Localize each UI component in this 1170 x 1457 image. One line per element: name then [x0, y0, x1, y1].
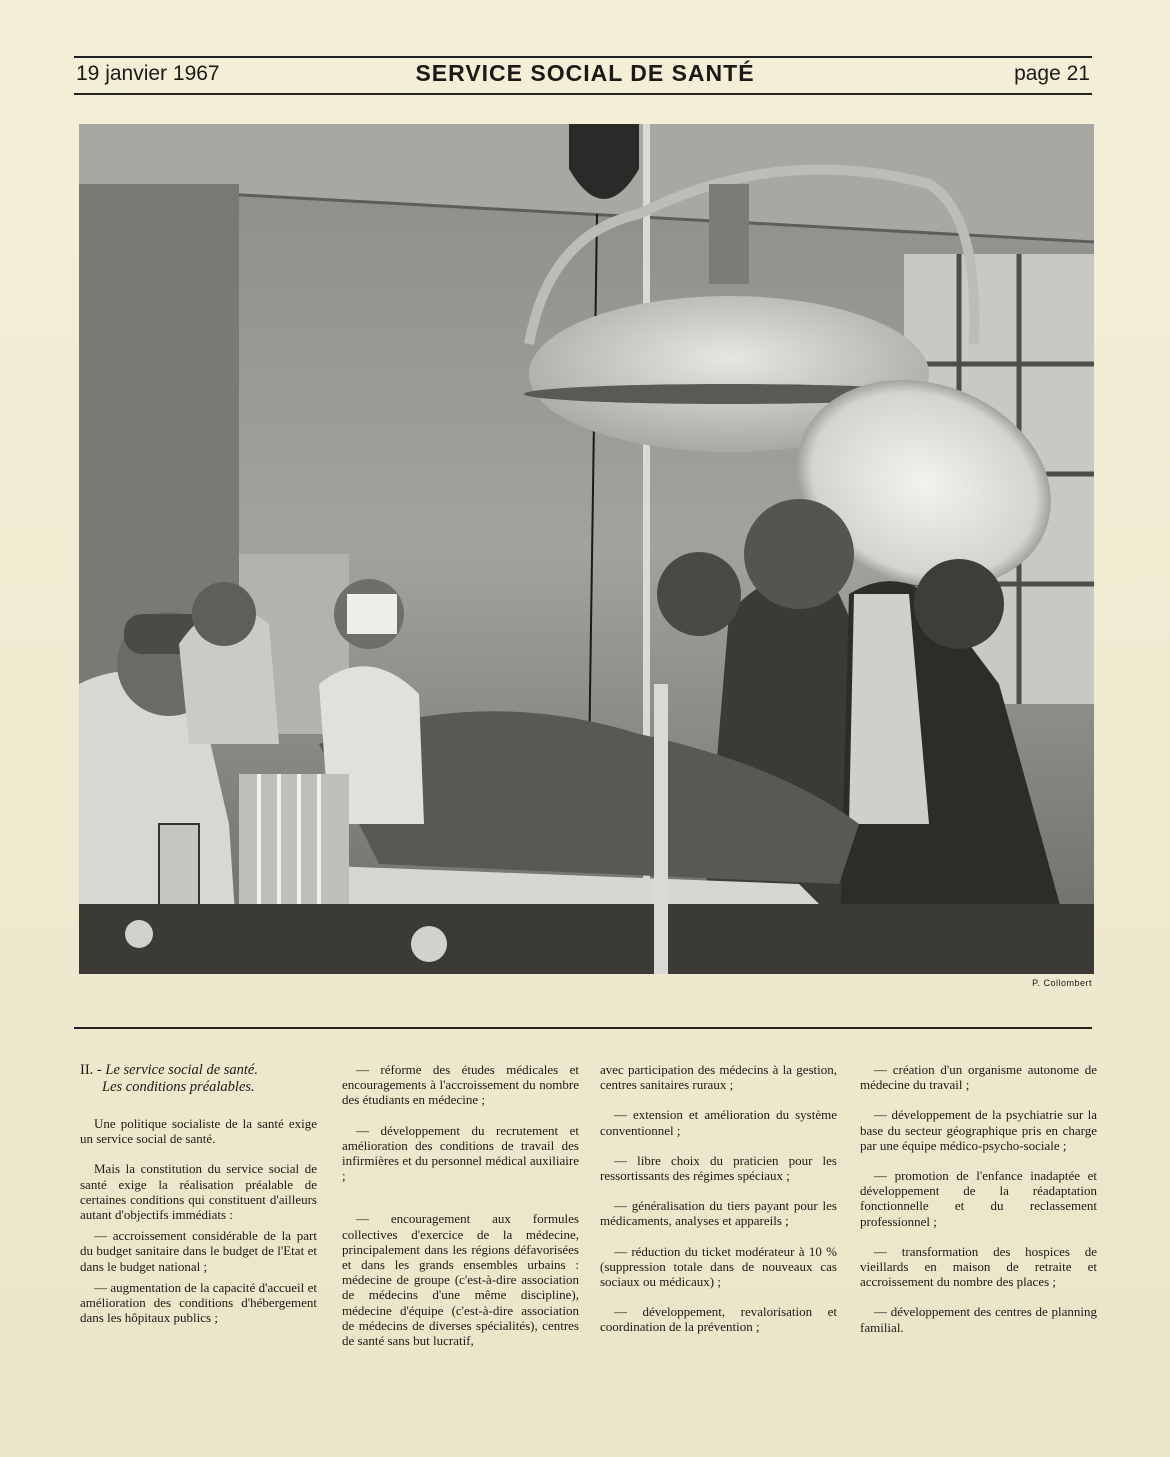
paragraph: avec participation des médecins à la gestion, centres sanitaires ruraux ;: [600, 1062, 837, 1093]
header-top-rule: [74, 56, 1092, 58]
paragraph: — généralisation du tiers payant pour les médicaments, analyses et appareils ;: [600, 1198, 837, 1229]
paragraph: — encouragement aux formules collectives d'exercice de la médecine, principalement dans les régions défavorisées et dans les grands ensembles urbains : médecine de groupe (c'est-à-dire association de médecins d'une même discipline), médecine d'équipe (c'est-à-dire association de médecins de diverses spécialités), centres de santé sans but lucratif,: [342, 1211, 579, 1349]
paragraph: — développement de la psychiatrie sur la base du secteur géographique pris en charge par une équipe médico-psycho-sociale ;: [860, 1107, 1097, 1153]
paragraph: — réduction du ticket modérateur à 10 % (suppression totale dans de nouveaux cas sociaux ou médicaux) ;: [600, 1243, 837, 1290]
article-heading: [80, 1062, 317, 1096]
paragraph: — développement du recrutement et amélioration des conditions de travail des infirmières et du personnel médical auxiliaire ;: [342, 1122, 579, 1184]
article-column-2: [342, 1062, 579, 1363]
section-title: SERVICE SOCIAL DE SANTÉ: [415, 60, 755, 86]
article-column-1: [80, 1062, 317, 1340]
paragraph: — promotion de l'enfance inadaptée et développement de la réadaptation fonctionnelle et du reclassement professionnel ;: [860, 1168, 1097, 1229]
article-column-4: [860, 1062, 1097, 1350]
article-body: [80, 1062, 1100, 1392]
photo-credit: P. Collombert: [1032, 978, 1092, 988]
paragraph: — réforme des études médicales et encouragements à l'accroissement du nombre des étudiants en médecine ;: [342, 1062, 579, 1108]
article-column-3: [600, 1062, 837, 1350]
paragraph: — extension et amélioration du système conventionnel ;: [600, 1107, 837, 1138]
paragraph: — accroissement considérable de la part du budget sanitaire dans le budget de l'Etat et dans le budget national ;: [80, 1228, 317, 1274]
heading-number: II. -: [80, 1062, 102, 1078]
operating-room-photo: [79, 124, 1094, 974]
article-top-rule: [74, 1027, 1092, 1029]
paragraph: — transformation des hospices de vieillards en maison de retraite et accroissement du nombre des places ;: [860, 1243, 1097, 1290]
paragraph: — création d'un organisme autonome de médecine du travail ;: [860, 1062, 1097, 1093]
paragraph: — développement des centres de planning familial.: [860, 1304, 1097, 1335]
paragraph: Une politique socialiste de la santé exige un service social de santé.: [80, 1116, 317, 1147]
header-bottom-rule: [74, 93, 1092, 95]
issue-date: 19 janvier 1967: [76, 62, 220, 85]
paragraph: — libre choix du praticien pour les ressortissants des régimes spéciaux ;: [600, 1152, 837, 1184]
heading-line-1: Le service social de santé.: [105, 1062, 258, 1078]
heading-line-2: Les conditions préalables.: [102, 1079, 255, 1095]
paragraph: Mais la constitution du service social de santé exige la réalisation préalable de certaines conditions qui constituent d'ailleurs autant d'objectifs immédiats :: [80, 1161, 317, 1223]
page-number: page 21: [1014, 62, 1090, 85]
paragraph: — développement, revalorisation et coordination de la prévention ;: [600, 1304, 837, 1335]
paragraph: — augmentation de la capacité d'accueil et amélioration des conditions d'hébergement dans les hôpitaux publics ;: [80, 1279, 317, 1326]
